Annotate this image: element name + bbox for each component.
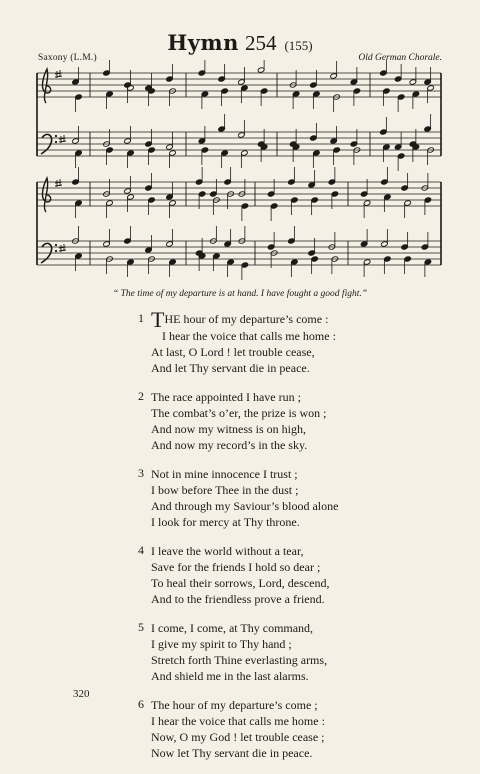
musical-score — [0, 60, 480, 280]
verse-number: 4 — [138, 543, 144, 557]
verse-line: Now, O my God ! let trouble cease ; — [151, 730, 325, 744]
hymn-number: 254 — [244, 31, 277, 55]
verse-line: Stretch forth Thine everlasting arms, — [151, 653, 328, 667]
key-signature-sharp — [55, 179, 62, 187]
hymn-verses — [138, 307, 458, 774]
key-signature-sharp — [59, 244, 66, 252]
drop-cap: T — [151, 307, 165, 332]
score-staves — [37, 60, 441, 280]
verse-line: And now my record’s in the sky. — [151, 438, 308, 452]
verse-line: And shield me in the last alarms. — [151, 669, 309, 683]
page-number: 320 — [73, 688, 90, 700]
verse-line: I come, I come, at Thy command, — [151, 621, 314, 635]
scripture-epigraph: “ The time of my departure is at hand. I have fought a good fight.” — [112, 289, 368, 299]
verse-line: I look for mercy at Thy throne. — [151, 515, 300, 529]
verse-line: And to the friendless prove a friend. — [151, 592, 325, 606]
key-signature-sharp — [55, 70, 62, 78]
verse-line: And let Thy servant die in peace. — [151, 361, 310, 375]
verse-line: Not in mine innocence I trust ; — [151, 467, 298, 481]
verse-line — [151, 307, 458, 332]
verse-line: I bow before Thee in the dust ; — [151, 483, 299, 497]
verse-line: And through my Saviour’s blood alone — [151, 499, 339, 513]
verse-number: 1 — [138, 311, 144, 325]
verse-4 — [138, 543, 458, 607]
bass-clef-dot — [55, 250, 57, 252]
verse-2 — [138, 389, 458, 453]
verse-line: To heal their sorrows, Lord, descend, — [151, 576, 330, 590]
verse-1 — [138, 307, 458, 376]
verse-line-text: HE hour of my departure’s come : — [164, 312, 329, 326]
hymn-word: Hymn — [167, 30, 239, 55]
bass-clef-dot — [55, 135, 57, 137]
verse-5 — [138, 620, 458, 684]
key-signature-sharp — [59, 135, 66, 143]
composer-credit: Old German Chorale. — [358, 53, 442, 63]
verse-line: And now my witness is on high, — [151, 422, 307, 436]
verse-line: I hear the voice that calls me home : — [162, 329, 336, 343]
tune-name: Saxony (L.M.) — [38, 53, 97, 63]
bass-clef-dot — [55, 244, 57, 246]
alt-hymn-number: (155) — [284, 38, 313, 53]
verse-line: Save for the friends I hold so dear ; — [151, 560, 321, 574]
verse-line: The combat’s o’er, the prize is won ; — [151, 406, 327, 420]
verse-number: 3 — [138, 466, 144, 480]
bass-clef-dot — [55, 141, 57, 143]
verse-6 — [138, 697, 458, 761]
verse-number: 5 — [138, 620, 144, 634]
verse-line: I leave the world without a tear, — [151, 544, 304, 558]
verse-number: 2 — [138, 389, 144, 403]
treble-clef — [42, 178, 50, 212]
verse-line: The race appointed I have run ; — [151, 390, 301, 404]
verse-line: I hear the voice that calls me home : — [151, 714, 325, 728]
verse-line: The hour of my departure’s come ; — [151, 698, 318, 712]
verse-line: Now let Thy servant die in peace. — [151, 746, 313, 760]
verse-line: I give my spirit to Thy hand ; — [151, 637, 292, 651]
verse-line: At last, O Lord ! let trouble cease, — [151, 345, 315, 359]
verse-number: 6 — [138, 697, 144, 711]
verse-3 — [138, 466, 458, 530]
treble-clef — [42, 69, 50, 103]
